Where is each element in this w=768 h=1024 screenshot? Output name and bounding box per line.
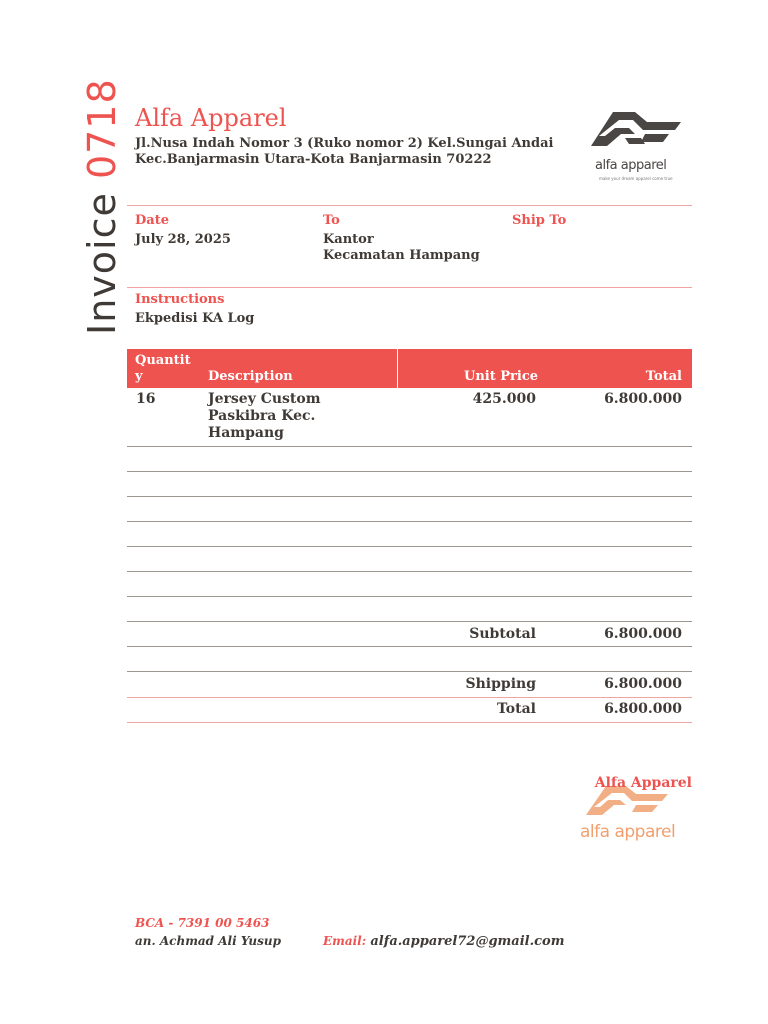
header-quantity-line-2: y: [135, 369, 143, 384]
company-name: Alfa Apparel: [135, 104, 287, 132]
shipping-label: Shipping: [465, 676, 536, 692]
item-description-line: Paskibra Kec.: [208, 408, 316, 424]
stamp-text: alfa apparel: [580, 822, 676, 842]
row-line: [127, 496, 692, 497]
email: [323, 934, 564, 949]
bank-account: BCA - 7391 00 5463: [135, 916, 270, 930]
item-description: [208, 391, 321, 442]
date-label: Date: [135, 213, 169, 228]
header-quantity-line-1: Quantit: [135, 353, 191, 368]
signature-name: Alfa Apparel: [594, 775, 692, 791]
row-line: [127, 621, 692, 622]
shipping-value: 6.800.000: [604, 676, 682, 692]
item-description-line: Hampang: [208, 425, 284, 441]
total-value: 6.800.000: [604, 701, 682, 717]
logo-text: alfa apparel: [595, 158, 667, 173]
row-line: [127, 471, 692, 472]
address-line-1: Jl.Nusa Indah Nomor 3 (Ruko nomor 2) Kel.Sungai Andai: [135, 136, 554, 151]
subtotal-value: 6.800.000: [604, 626, 682, 642]
instructions-value: Ekpedisi KA Log: [135, 311, 255, 326]
divider: [127, 287, 692, 288]
item-description-line: Jersey Custom: [208, 391, 321, 407]
divider: [127, 205, 692, 206]
email-label: Email:: [323, 934, 367, 948]
instructions-label: Instructions: [135, 292, 225, 307]
to-line-1: Kantor: [323, 232, 374, 247]
row-line: [127, 646, 692, 647]
header-separator: [397, 349, 398, 388]
address-line-2: Kec.Banjarmasin Utara-Kota Banjarmasin 70222: [135, 152, 492, 167]
total-label: Total: [496, 701, 536, 717]
row-line: [127, 571, 692, 572]
invoice-word: Invoice: [80, 192, 124, 335]
header-description: Description: [208, 369, 293, 384]
divider: [127, 722, 692, 723]
header-unit-price: Unit Price: [464, 369, 539, 384]
company-logo: [585, 110, 685, 185]
company-address: [135, 136, 553, 168]
header-total: Total: [645, 369, 682, 384]
row-line: [127, 521, 692, 522]
email-value[interactable]: alfa.apparel72@gmail.com: [370, 934, 565, 949]
row-line: [127, 596, 692, 597]
account-name: an. Achmad Ali Yusup: [135, 934, 281, 948]
row-line: [127, 446, 692, 447]
header-quantity: [135, 353, 191, 385]
item-total: 6.800.000: [604, 391, 682, 407]
date-value: July 28, 2025: [135, 232, 231, 247]
subtotal-label: Subtotal: [469, 626, 536, 642]
logo-tagline: make your dream apparel come true: [599, 176, 673, 181]
table-header: [127, 349, 692, 388]
item-unit-price: 425.000: [472, 391, 536, 407]
to-line-2: Kecamatan Hampang: [323, 248, 480, 263]
to-value: [323, 232, 480, 264]
ship-to-label: Ship To: [512, 213, 567, 228]
item-quantity: 16: [136, 391, 156, 407]
row-line: [127, 546, 692, 547]
row-line: [127, 671, 692, 672]
invoice-title: [80, 78, 124, 335]
invoice-number: 0718: [80, 78, 124, 180]
divider: [127, 697, 692, 698]
company-stamp: [578, 784, 692, 848]
to-label: To: [323, 213, 340, 228]
